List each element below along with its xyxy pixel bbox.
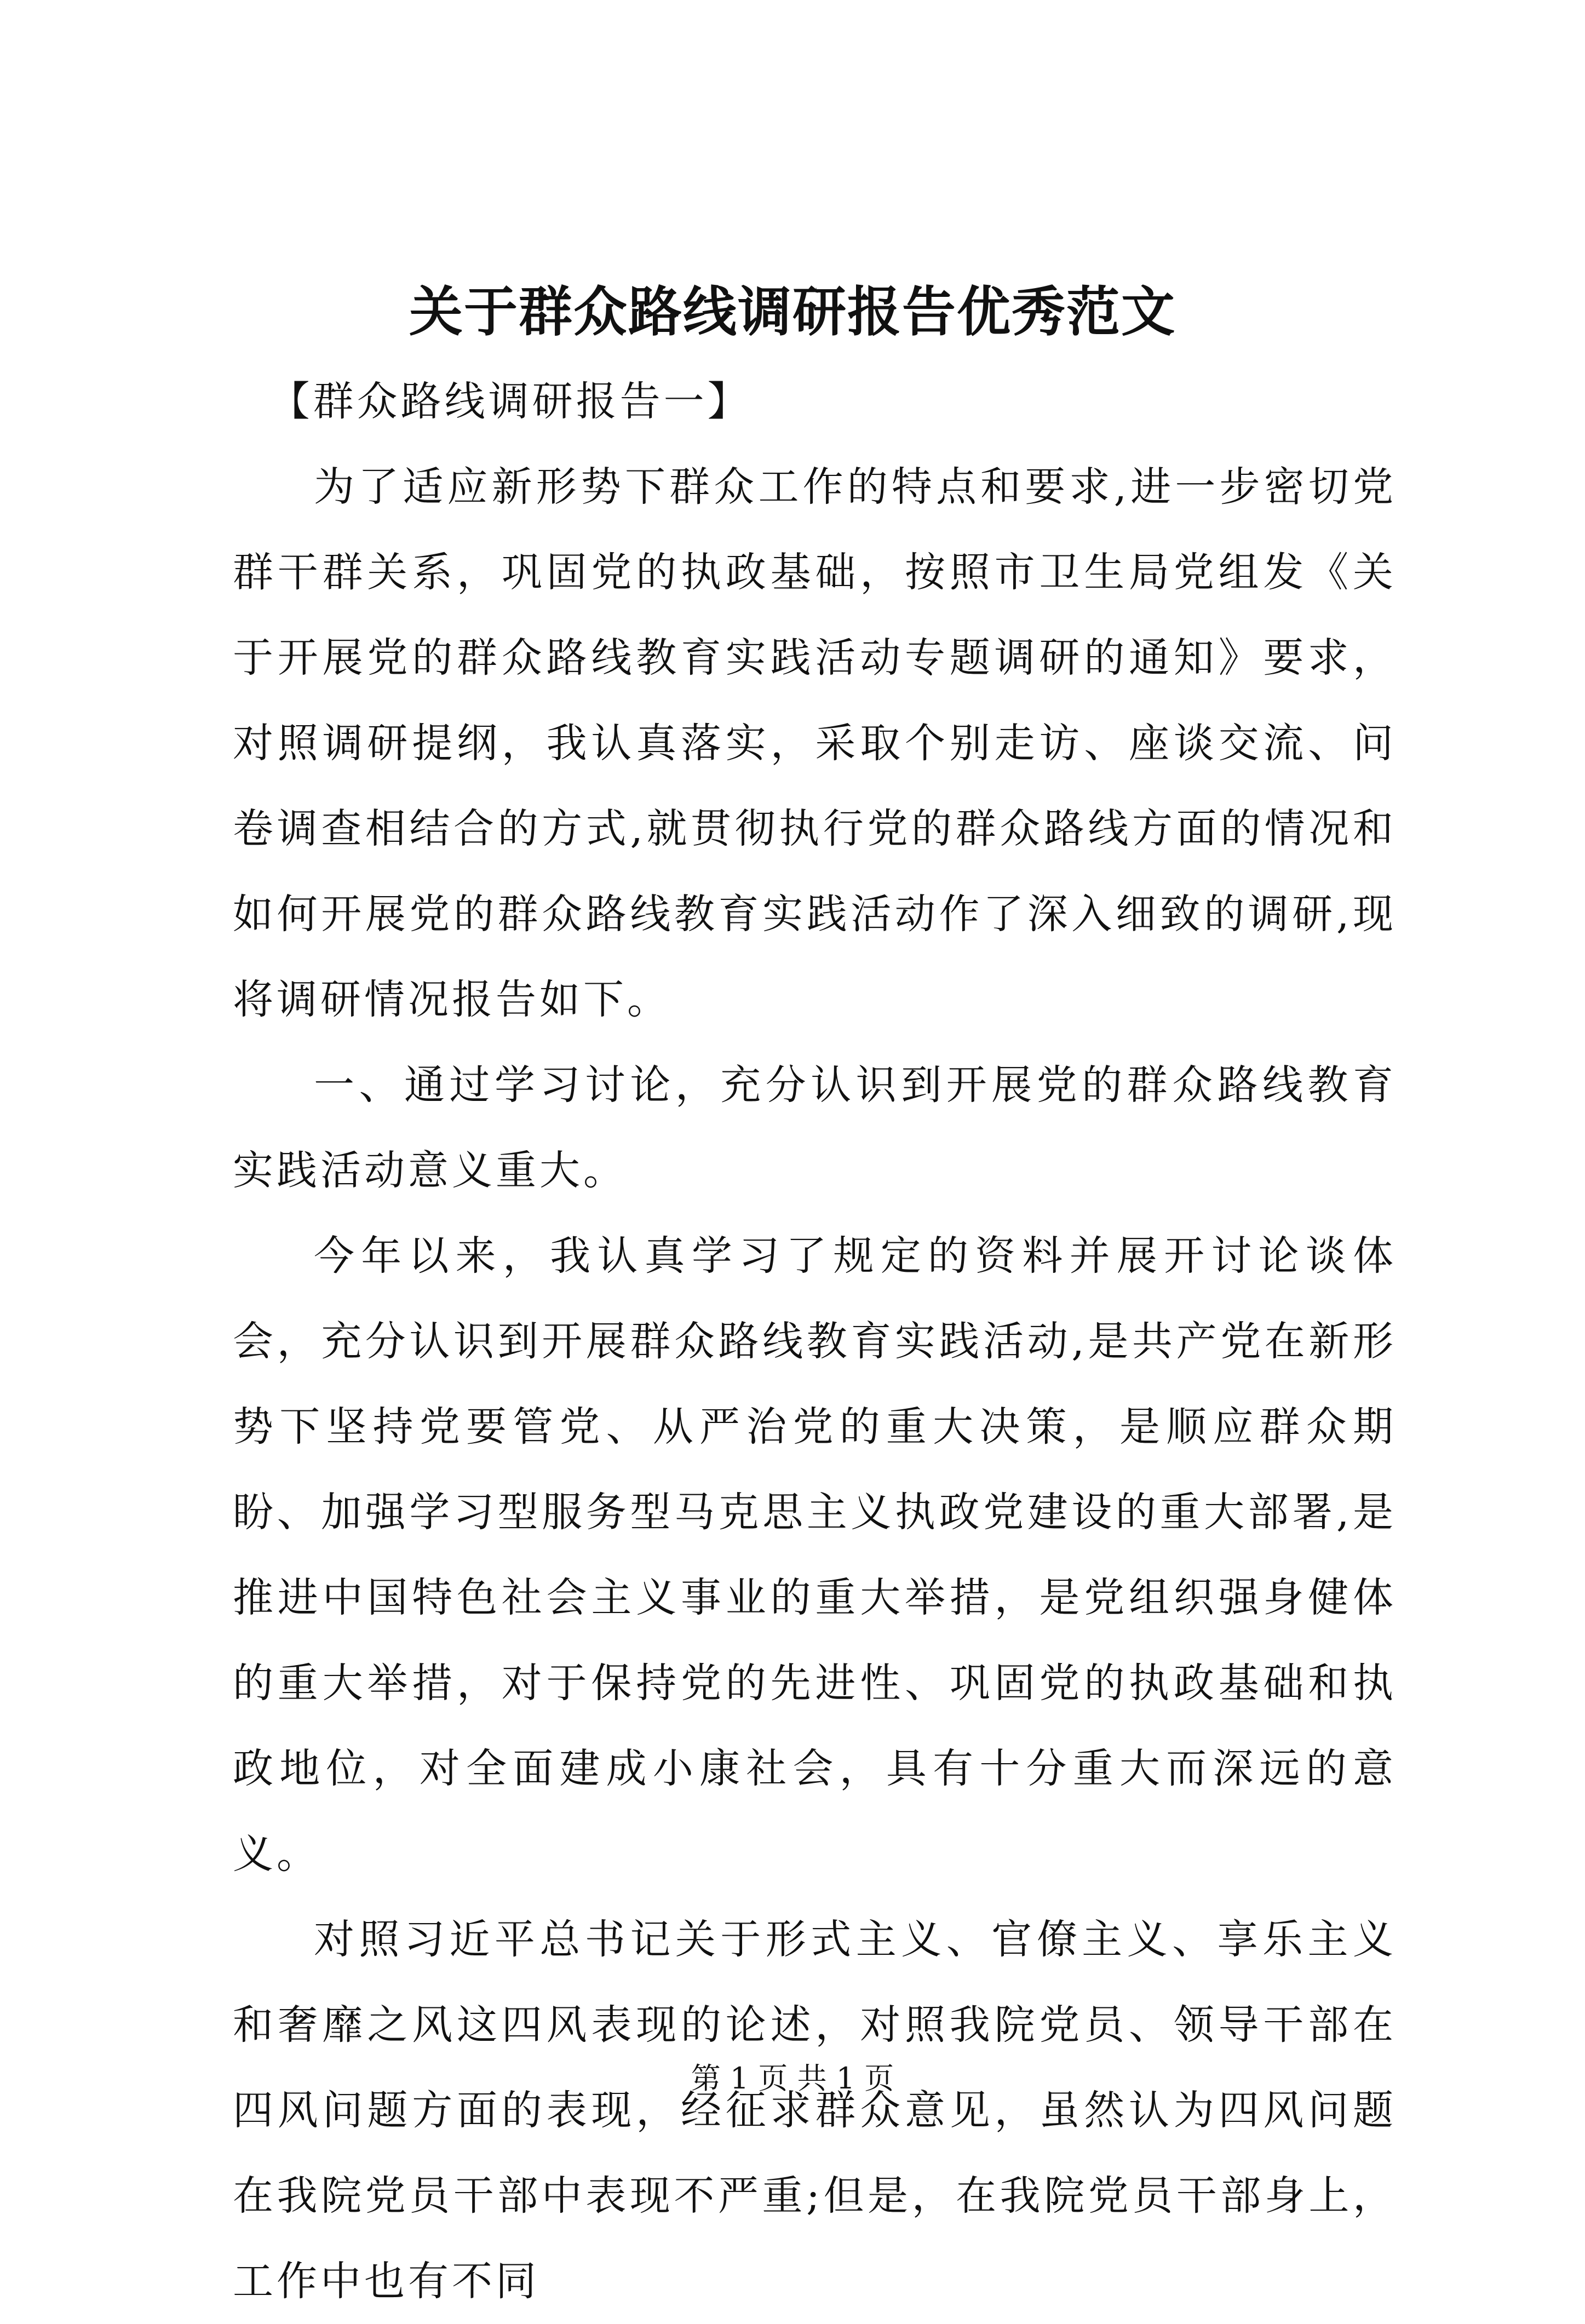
paragraph-intro: 为了适应新形势下群众工作的特点和要求,进一步密切党群干群关系，巩固党的执政基础，按照市卫生局党组发《关于开展党的群众路线教育实践活动专题调研的通知》要求，对照调研提纲，我认真落实，采取个别走访、座谈交流、问卷调查相结合的方式,就贯彻执行党的群众路线方面的情况和如何开展党的群众路线教育实践活动作了深入细致的调研,现将调研情况报告如下。 (233, 463, 1397, 1023)
document-body (233, 359, 1397, 2324)
document-title: 关于群众路线调研报告优秀范文 (409, 280, 1176, 343)
section-heading: 【群众路线调研报告一】 (269, 378, 751, 425)
page-footer: 第 1 页 共 1 页 (691, 2061, 894, 2096)
paragraph-point-one: 一、通过学习讨论，充分认识到开展党的群众路线教育实践活动意义重大。 (233, 1061, 1397, 1194)
paragraph-significance: 今年以来，我认真学习了规定的资料并展开讨论谈体会，充分认识到开展群众路线教育实践活动,是共产党在新形势下坚持党要管党、从严治党的重大决策，是顺应群众期盼、加强学习型服务型马克思主义执政党建设的重大部署,是推进中国特色社会主义事业的重大举措，是党组织强身健体的重大举措，对于保持党的先进性、巩固党的执政基础和执政地位，对全面建成小康社会，具有十分重大而深远的意义。 (233, 1232, 1397, 1878)
paragraph-four-winds: 对照习近平总书记关于形式主义、官僚主义、享乐主义和奢靡之风这四风表现的论述，对照我院党员、领导干部在四风问题方面的表现，经征求群众意见，虽然认为四风问题在我院党员干部中表现不严重;但是，在我院党员干部身上，工作中也有不同 (233, 1916, 1397, 2305)
